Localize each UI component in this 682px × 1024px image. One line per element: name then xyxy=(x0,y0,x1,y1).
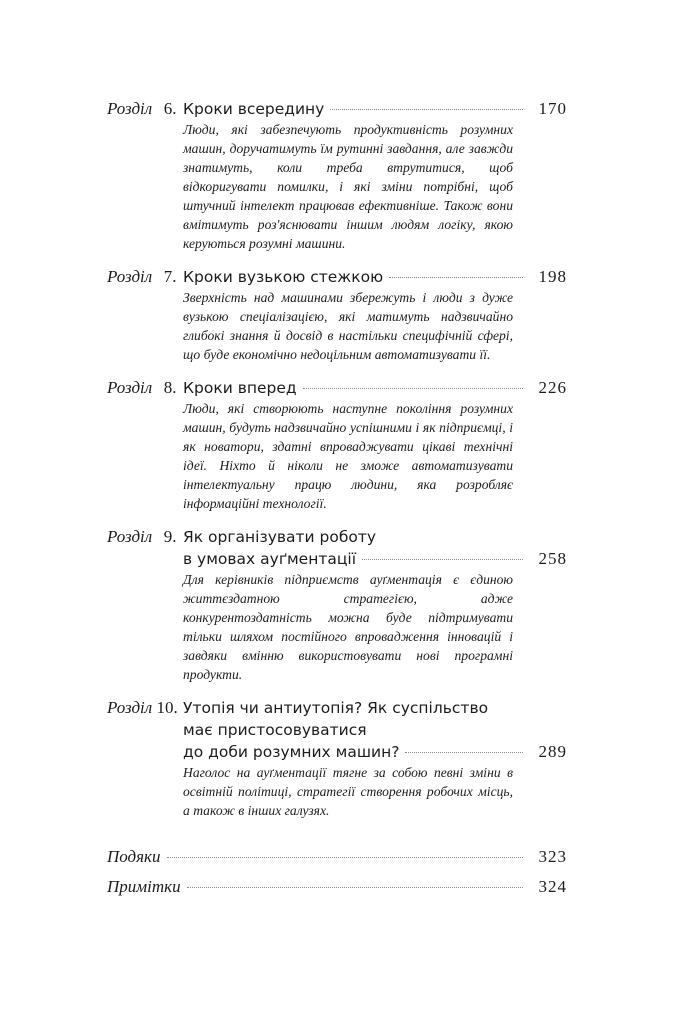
dot-leader xyxy=(389,277,523,278)
toc-entry-chapter-6[interactable] xyxy=(107,98,567,253)
table-of-contents xyxy=(107,98,567,906)
page-number: 198 xyxy=(538,267,567,286)
chapter-number: 9. xyxy=(163,527,177,546)
chapter-title: Кроки всередину xyxy=(183,100,325,118)
page-number: 324 xyxy=(538,877,567,896)
page-number: 170 xyxy=(538,99,567,118)
page-number: 258 xyxy=(538,549,567,568)
chapter-label: Розділ 6. xyxy=(107,99,177,118)
chapter-number: 7. xyxy=(163,267,177,286)
toc-entry-acknowledgements[interactable] xyxy=(107,846,567,868)
dot-leader xyxy=(303,388,523,389)
chapter-number: 8. xyxy=(163,378,177,397)
chapter-label: Розділ 7. xyxy=(107,267,177,286)
chapter-description: Зверхність над машинами збережуть і люди з дуже вузькою спеціалізацією, які матимуть надзвичайно глибокі знання й досвід в настільки специфічній сфері, що буде економічно недоцільним автоматизувати її. xyxy=(183,290,513,362)
chapter-title: Як організувати роботу xyxy=(183,528,377,546)
toc-entry-chapter-9[interactable] xyxy=(107,526,567,684)
toc-entry-notes[interactable] xyxy=(107,876,567,898)
chapter-description: Наголос на ауґментації тягне за собою певні зміни в освітній політиці, стратегії створення робочих місць, а також в інших галузях. xyxy=(183,765,513,818)
page-number: 226 xyxy=(538,378,567,397)
dot-leader xyxy=(405,752,523,753)
chapter-label: Розділ 10. xyxy=(107,698,178,717)
chapter-title: Утопія чи антиутопія? Як суспільство xyxy=(183,699,489,717)
chapter-title-continued: в умовах ауґментації xyxy=(183,550,357,568)
toc-entry-chapter-10[interactable] xyxy=(107,697,567,820)
chapter-label: Розділ 8. xyxy=(107,378,177,397)
back-matter-label: Подяки xyxy=(107,847,161,866)
dot-leader xyxy=(330,109,523,110)
chapter-number: 6. xyxy=(163,99,177,118)
dot-leader xyxy=(362,559,523,560)
back-matter-label: Примітки xyxy=(107,877,181,896)
chapter-description: Люди, які створюють наступне покоління розумних машин, будуть надзвичайно успішними і як підприємці, і як новатори, здатні впроваджувати цікаві технічні ідеї. Ніхто й ніколи не зможе автоматизувати інтелектуальну працю людини, яка розробляє інформаційні технології. xyxy=(183,401,513,511)
chapter-description: Люди, які забезпечують продуктивність розумних машин, доручатимуть їм рутинні завдання, але завжди знатимуть, коли треба втрутитися, щоб відкоригувати помилки, і які зміни потрібні, щоб штучний інтелект працював ефективніше. Також вони вмітимуть роз'яснювати іншим людям логіку, якою керуються розумні машини. xyxy=(183,122,513,251)
chapter-title-continued: до доби розумних машин? xyxy=(183,743,400,761)
chapter-number: 10. xyxy=(156,698,178,717)
chapter-title: Кроки вузькою стежкою xyxy=(183,268,384,286)
chapter-title-continued: має пристосовуватися xyxy=(183,721,367,739)
dot-leader xyxy=(187,887,523,888)
page-number: 323 xyxy=(538,847,567,866)
back-matter xyxy=(107,846,567,898)
dot-leader xyxy=(167,857,523,858)
page-number: 289 xyxy=(538,742,567,761)
chapter-title: Кроки вперед xyxy=(183,379,297,397)
toc-entry-chapter-7[interactable] xyxy=(107,266,567,364)
toc-entry-chapter-8[interactable] xyxy=(107,377,567,513)
chapter-label: Розділ 9. xyxy=(107,527,177,546)
chapter-description: Для керівників підприємств ауґментація є єдиною життєздатною стратегією, адже конкурентоздатність можна буде підтримувати тільки шляхом постійного впровадження інновацій і завдяки вмінню використовувати нові програмні продукти. xyxy=(183,572,513,682)
